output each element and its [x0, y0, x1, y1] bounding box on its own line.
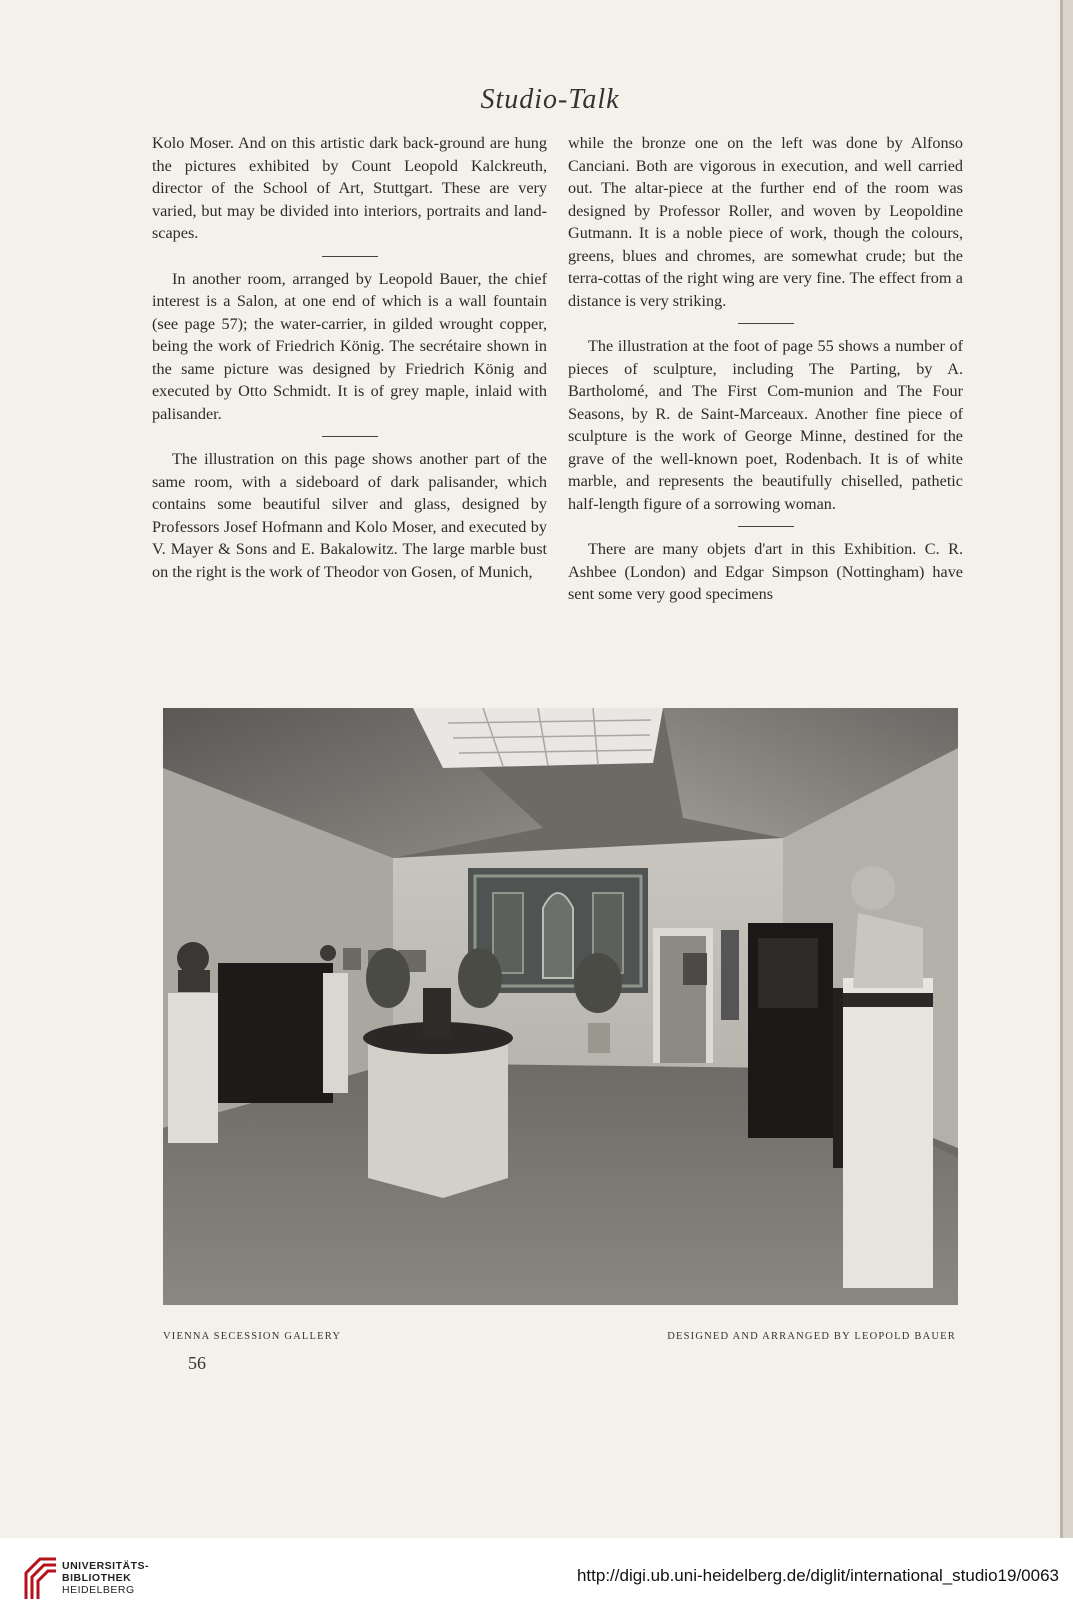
- caption-left: VIENNA SECESSION GALLERY: [163, 1331, 342, 1342]
- paragraph: There are many objets d'art in this Exhibition. C. R. Ashbee (London) and Edgar Simpson (Nottingham) have sent some very good specimens: [568, 540, 963, 603]
- section-divider: [738, 526, 794, 527]
- section-divider: [322, 256, 378, 257]
- right-text-column: [568, 132, 963, 606]
- source-url-link[interactable]: http://digi.ub.uni-heidelberg.de/diglit/international_studio19/0063: [576, 1566, 1059, 1585]
- footer-bar: [0, 1538, 1073, 1621]
- gallery-photograph: [163, 708, 958, 1305]
- page-number: 56: [188, 1353, 206, 1373]
- paragraph: The illustration on this page shows another part of the same room, with a sideboard of dark palisander, which contains some beautiful silver and glass, designed by Professors Josef Hofmann and Kolo Moser, and executed by V. Mayer & Sons and E. Bakalowitz. The large marble bust on the right is the work of Theodor von Gosen, of Munich,: [152, 450, 547, 581]
- paragraph: In another room, arranged by Leopold Bauer, the chief interest is a Salon, at one end of which is a wall fountain (see page 57); the water-carrier, in gilded wrought copper, being the work of Friedrich König. The secrétaire shown in the same picture was designed by Friedrich König and executed by Otto Schmidt. It is of grey maple, inlaid with palisander.: [152, 269, 547, 423]
- library-logo-icon: [22, 1555, 64, 1605]
- gallery-interior-illustration: [163, 708, 958, 1305]
- library-name-line1: UNIVERSITÄTS-: [62, 1560, 150, 1572]
- running-head: Studio-Talk: [480, 84, 620, 115]
- caption-right: DESIGNED AND ARRANGED BY LEOPOLD BAUER: [667, 1331, 956, 1342]
- library-name: [62, 1560, 149, 1596]
- paragraph: while the bronze one on the left was done by Alfonso Canciani. Both are vigorous in execution, and well carried out. The altar-piece at the further end of the room was designed by Professor Roller, and woven by Leopoldine Gutmann. It is a noble piece of work, though the colours, greens, blues and chromes, are somewhat crude; but the terra-cottas of the right wing are very fine. The effect from a distance is very striking.: [568, 134, 963, 310]
- library-name-line3: HEIDELBERG: [62, 1584, 135, 1596]
- section-divider: [738, 323, 794, 324]
- library-name-line2: BIBLIOTHEK: [62, 1572, 132, 1584]
- paragraph: The illustration at the foot of page 55 shows a number of pieces of sculpture, including The Parting, by A. Bartholomé, and The First Com-munion and The Four Seasons, by R. de Saint-Marceaux. Another fine piece of sculpture is the work of George Minne, destined for the grave of the well-known poet, Rodenbach. It is of white marble, and represents the beautifully chiselled, pathetic half-length figure of a sorrowing woman.: [568, 337, 963, 513]
- paragraph: Kolo Moser. And on this artistic dark back-ground are hung the pictures exhibited by Count Leopold Kalckreuth, director of the School of Art, Stuttgart. These are very varied, but may be divided into interiors, portraits and land-scapes.: [152, 134, 547, 242]
- left-text-column: [152, 132, 547, 583]
- page-edge: [1060, 0, 1073, 1538]
- section-divider: [322, 436, 378, 437]
